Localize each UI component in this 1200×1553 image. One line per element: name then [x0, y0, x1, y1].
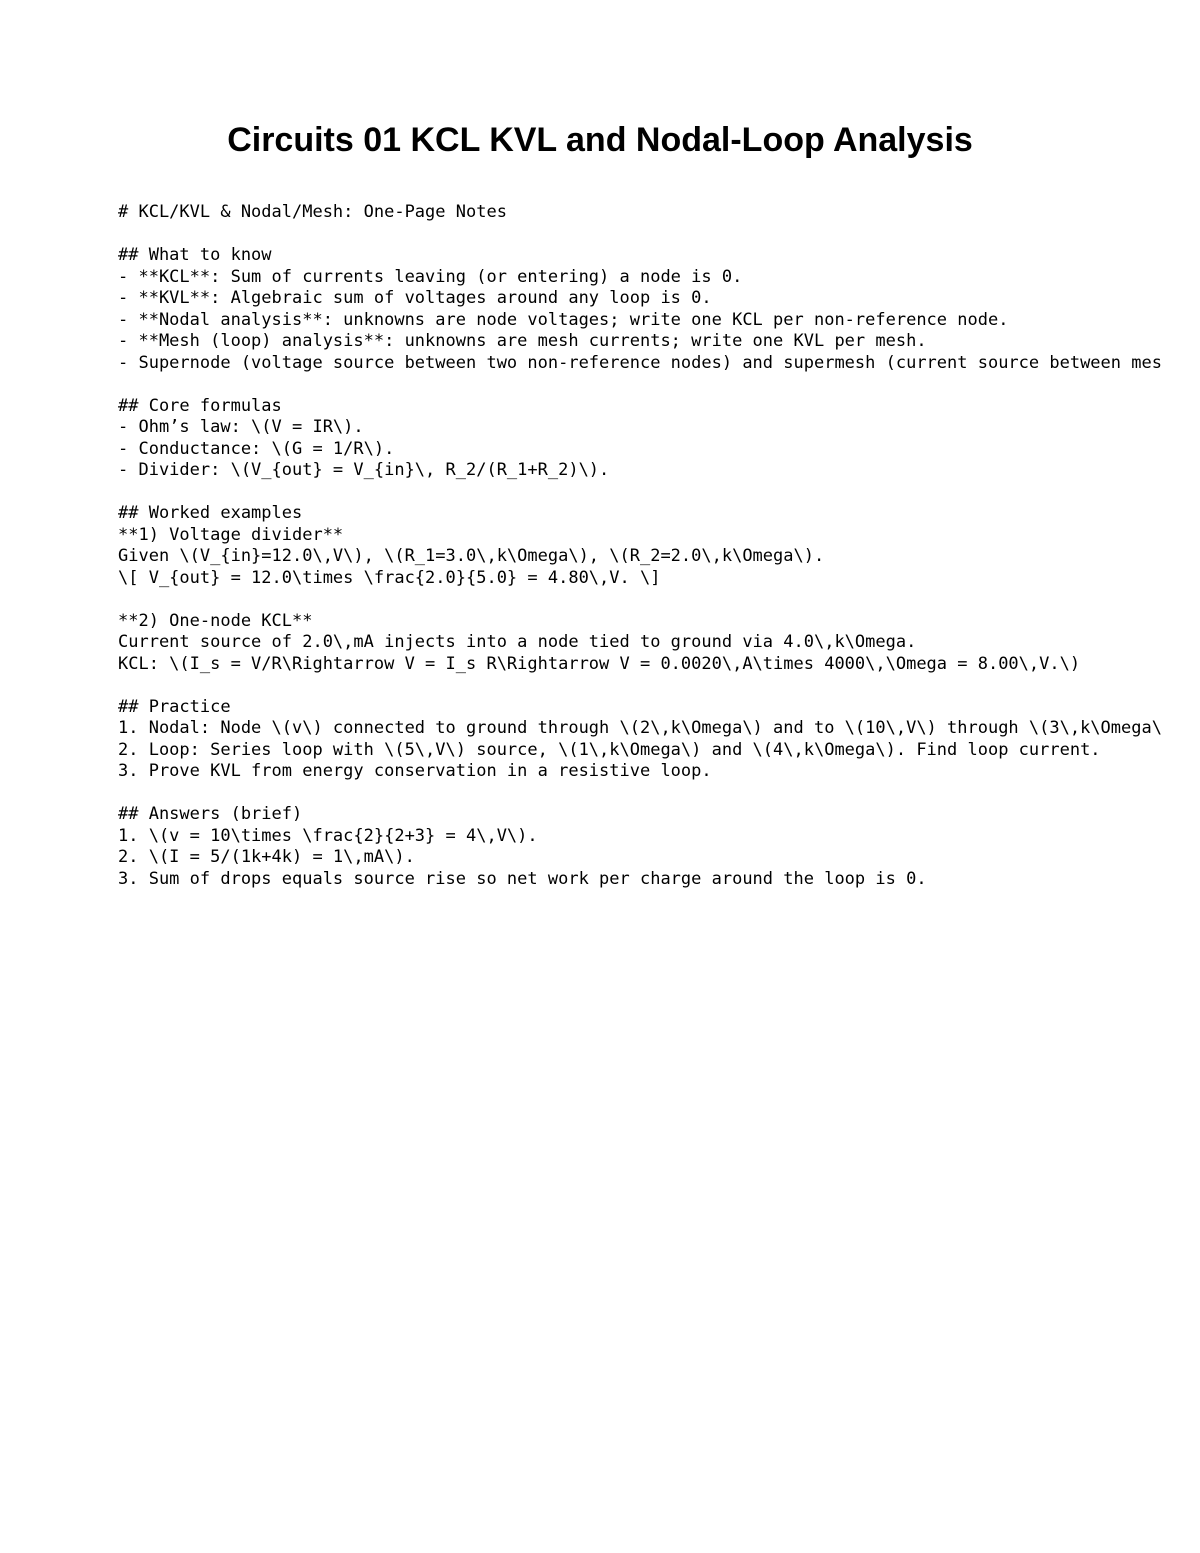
numbered-item: 2. Loop: Series loop with \(5\,V\) source, \(1\,k\Omega\) and \(4\,k\Omega\). Find loop current. [118, 739, 1101, 760]
document-heading: # KCL/KVL & Nodal/Mesh: One-Page Notes [118, 202, 507, 222]
text-line: KCL: \(I_s = V/R\Rightarrow V = I_s R\Rightarrow V = 0.0020\,A\times 4000\,\Omega = 8.00\,V.\) [118, 653, 1081, 674]
page-title: Circuits 01 KCL KVL and Nodal-Loop Analysis [227, 121, 973, 159]
numbered-item: 3. Prove KVL from energy conservation in a resistive loop. [118, 761, 712, 781]
section-heading: ## Worked examples [118, 503, 303, 523]
bullet-item: - **KVL**: Algebraic sum of voltages around any loop is 0. [118, 288, 712, 308]
bullet-item: - **Mesh (loop) analysis**: unknowns are mesh currents; write one KVL per mesh. [118, 331, 927, 351]
blank-line [118, 374, 1162, 396]
numbered-item: 1. \(v = 10\times \frac{2}{2+3} = 4\,V\). [118, 825, 538, 846]
blank-line [118, 482, 1162, 504]
text-line: \[ V_{out} = 12.0\times \frac{2.0}{5.0} = 4.80\,V. \] [118, 567, 661, 588]
blank-line [118, 783, 1162, 805]
text-line: **2) One-node KCL** [118, 610, 313, 631]
section-heading: ## Core formulas [118, 395, 282, 416]
numbered-item: 1. Nodal: Node \(v\) connected to ground through \(2\,k\Omega\) and to \(10\,V\) through \(3\,k\Omega\ [118, 718, 1162, 738]
numbered-item: 2. \(I = 5/(1k+4k) = 1\,mA\). [118, 847, 415, 867]
document-body [118, 202, 1162, 890]
bullet-item: - Supernode (voltage source between two non-reference nodes) and supermesh (current source between mes [118, 352, 1162, 373]
bullet-item: - Divider: \(V_{out} = V_{in}\, R_2/(R_1+R_2)\). [118, 460, 610, 480]
bullet-item: - Ohm’s law: \(V = IR\). [118, 417, 364, 437]
text-line: **1) Voltage divider** [118, 524, 344, 545]
text-line: Given \(V_{in}=12.0\,V\), \(R_1=3.0\,k\Omega\), \(R_2=2.0\,k\Omega\). [118, 546, 825, 566]
bullet-item: - **KCL**: Sum of currents leaving (or entering) a node is 0. [118, 266, 743, 287]
blank-line [118, 589, 1162, 611]
section-heading: ## What to know [118, 245, 272, 265]
numbered-item: 3. Sum of drops equals source rise so net work per charge around the loop is 0. [118, 868, 927, 889]
bullet-item: - Conductance: \(G = 1/R\). [118, 438, 395, 459]
text-line: Current source of 2.0\,mA injects into a node tied to ground via 4.0\,k\Omega. [118, 632, 917, 652]
blank-line [118, 224, 1162, 246]
bullet-item: - **Nodal analysis**: unknowns are node voltages; write one KCL per non-reference node. [118, 309, 1009, 330]
blank-line [118, 675, 1162, 697]
section-heading: ## Answers (brief) [118, 804, 303, 824]
section-heading: ## Practice [118, 696, 231, 717]
